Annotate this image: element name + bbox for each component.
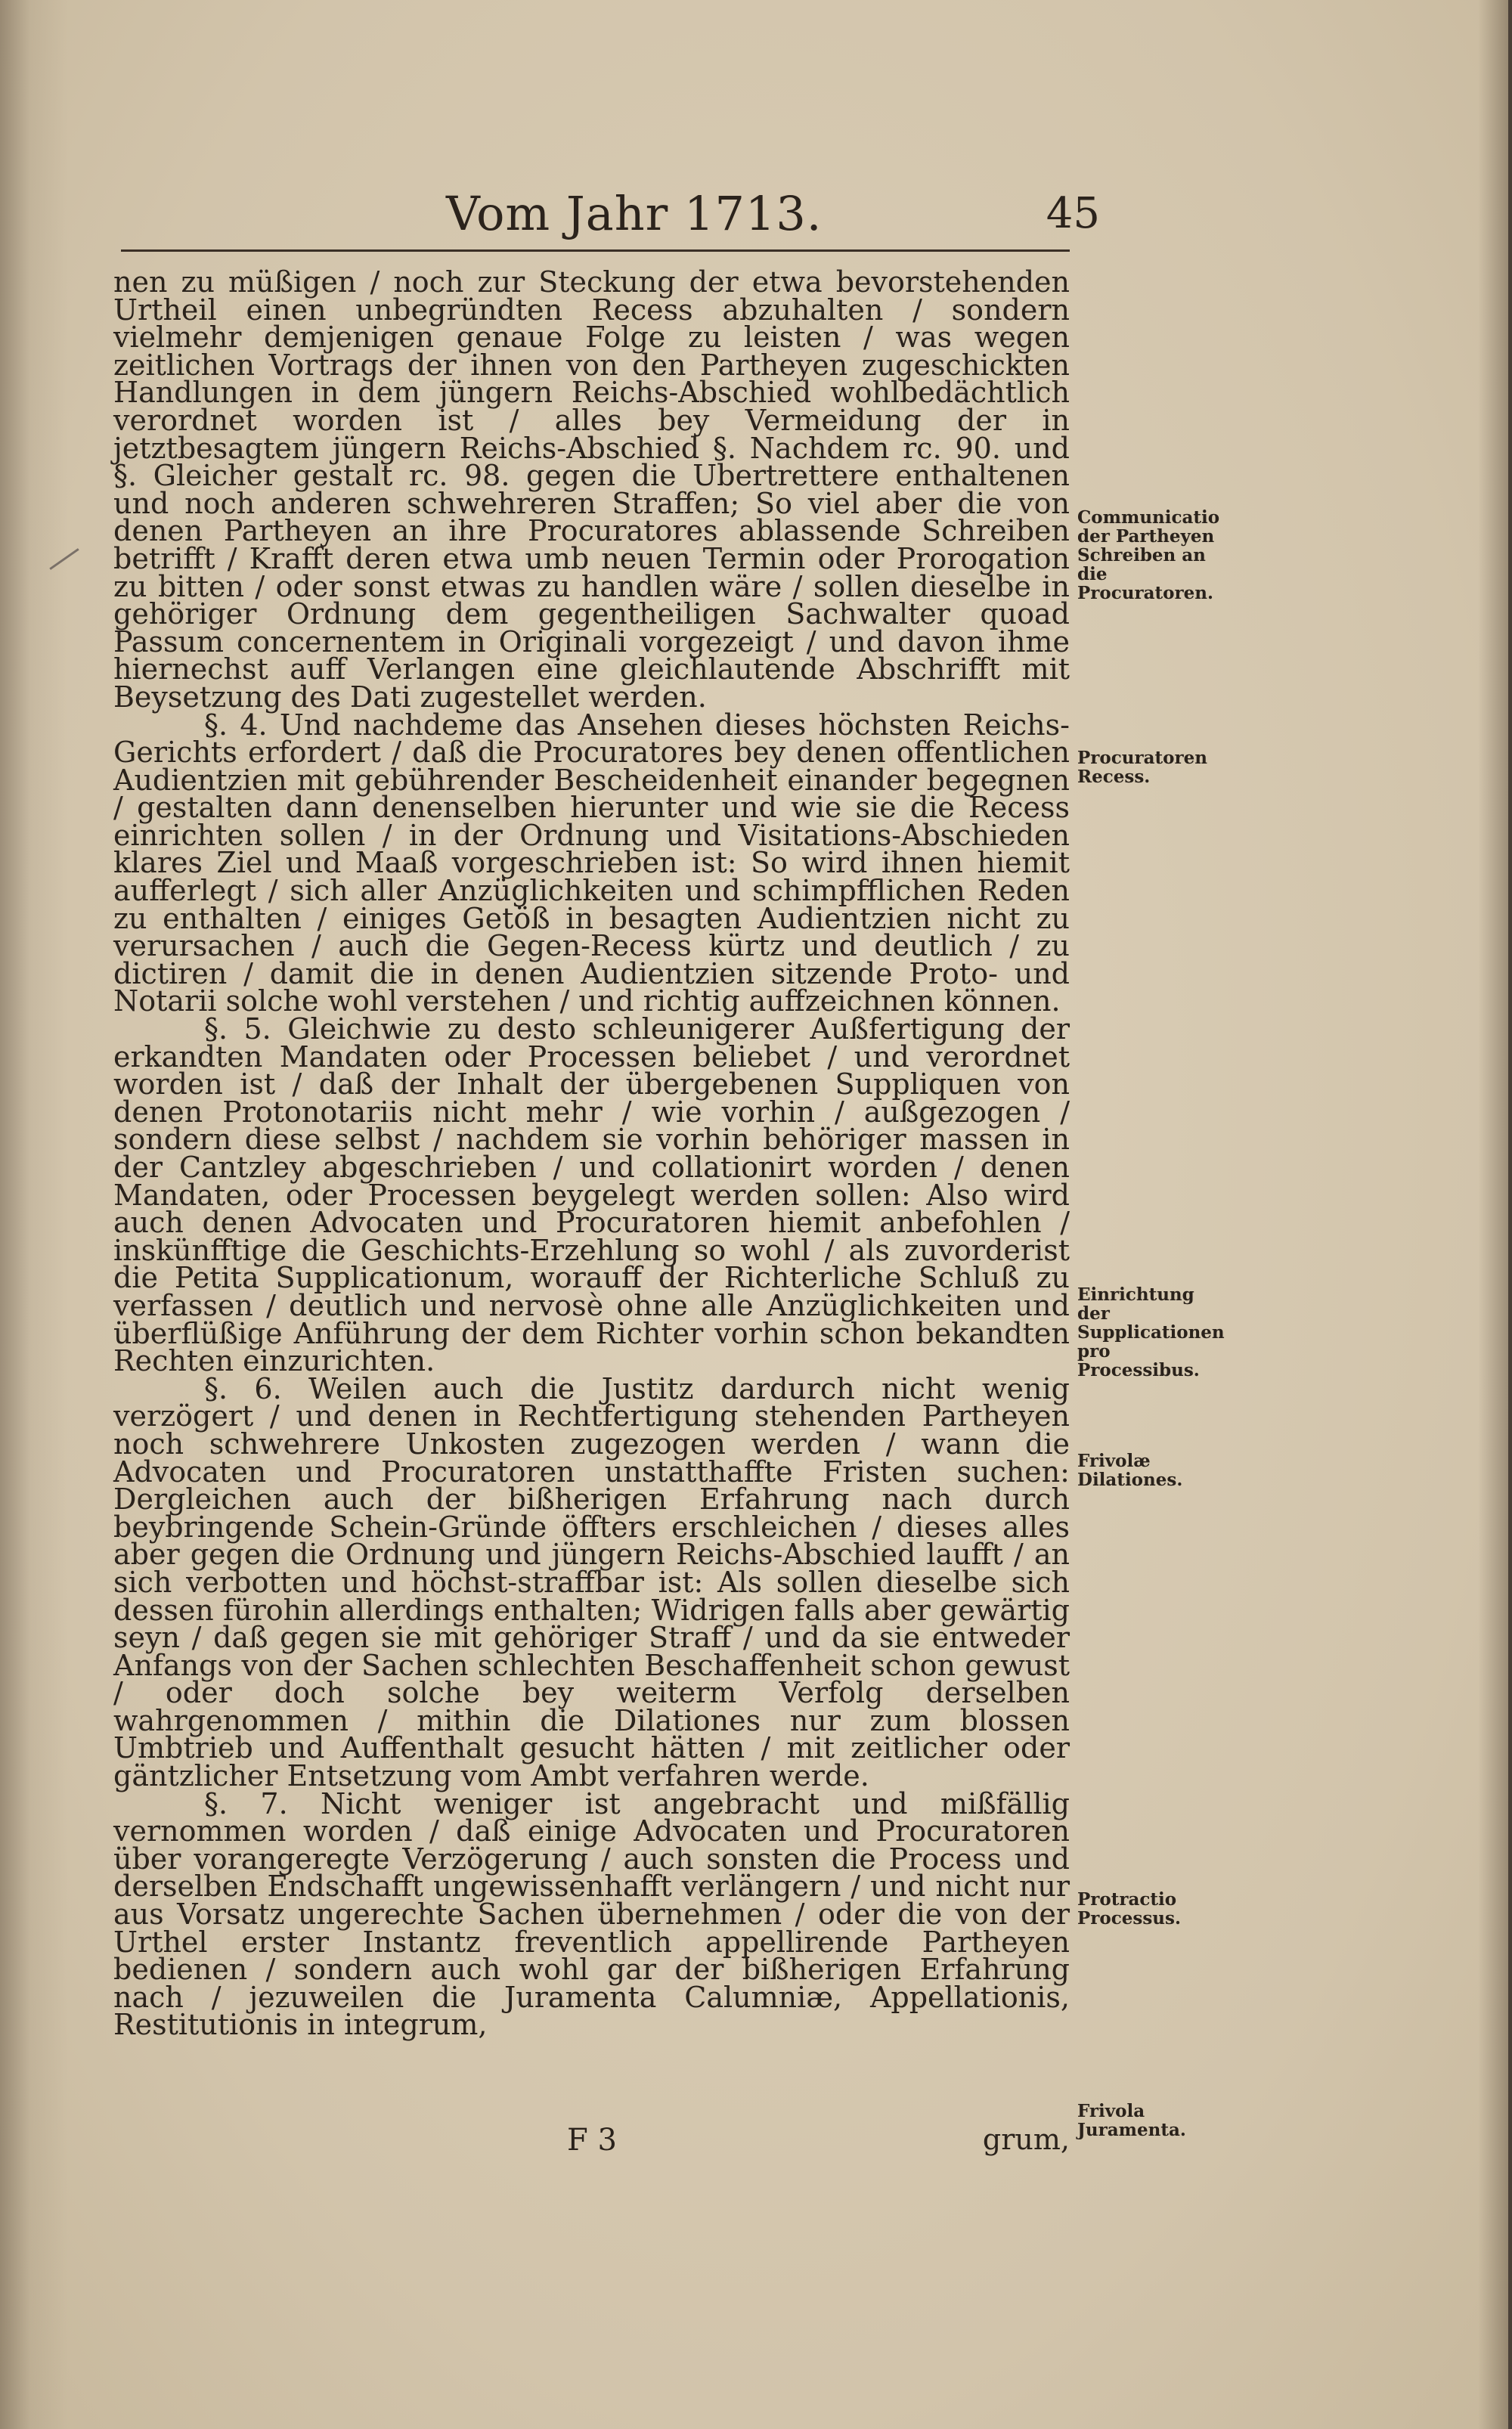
pencil-mark xyxy=(49,548,79,570)
paragraph-section-4 xyxy=(113,708,1070,1018)
paragraph-section-6 xyxy=(113,1371,1070,1793)
header-rule xyxy=(121,249,1070,252)
margin-note: Einrichtung der Supplicationen pro Processibus. xyxy=(1077,1284,1225,1380)
section-number: §. 4. xyxy=(204,708,268,742)
paragraph-section-5 xyxy=(113,1012,1070,1378)
paragraph-text: Weilen auch die Justitz dardurch nicht wenig verzögert / und denen in Rechtfertigung stehenden Partheyen noch schwehrere Unkosten zugezogen werden / wann die Advocaten und Procuratoren unstatthaffte Fristen suchen: Dergleichen auch der bißherigen Erfahrung nach durch beybringende Schein-Gründe öffters erschleichen / dieses alles aber gegen die Ordnung und jüngern Reichs-Abschied laufft / an sich verbotten und höchst-straffbar ist: Als sollen dieselbe sich dessen fürohin allerdings enthalten; Widrigen falls aber gewärtig seyn / daß gegen sie mit gehöriger Straff / und da sie entweder Anfangs von der Sachen schlechten Beschaffenheit schon gewust / oder doch solche bey weiterm Verfolg derselben wahrgenommen / mithin die Dilationes nur zum blossen Umbtrieb und Auffenthalt gesucht hätten / mit zeitlicher oder gäntzlicher Entsetzung vom Ambt verfahren werde. xyxy=(113,1371,1070,1793)
paragraph-section-7 xyxy=(113,1786,1070,2042)
page-header xyxy=(113,186,1100,254)
running-title: Vom Jahr 1713. xyxy=(446,186,823,241)
section-number: §. 5. xyxy=(204,1012,271,1046)
paragraph-text: Nicht weniger ist angebracht und mißfällig vernommen worden / daß einige Advocaten und Procuratoren über vorangeregte Verzögerung / auch sonsten die Process und derselben Endschafft ungewissenhafft verlängern / und nicht nur aus Vorsatz ungerechte Sachen übernehmen / oder die von der Urthel erster Instantz freventlich appellirende Partheyen bedienen / sondern auch wohl gar der bißherigen Erfahrung nach / jezuweilen die Juramenta Calumniæ, Appellationis, Restitutionis in integrum, xyxy=(113,1786,1070,2042)
margin-note: Frivolæ Dilationes. xyxy=(1077,1451,1183,1490)
paragraph-continuation xyxy=(113,265,1070,714)
margin-note: Frivola Juramenta. xyxy=(1077,2101,1186,2140)
paragraph-text: Gleichwie zu desto schleunigerer Außfertigung der erkandten Mandaten oder Processen beliebet / und verordnet worden ist / daß der Inhalt der übergebenen Suppliquen von denen Protonotariis nicht mehr / wie vorhin / außgezogen / sondern diese selbst / nachdem sie vorhin behöriger massen in der Cantzley abgeschrieben / und collationirt worden / denen Mandaten, oder Processen beygelegt werden sollen: Also wird auch denen Advocaten und Procuratoren hiemit anbefohlen / inskünfftige die Geschichts-Erzehlung so wohl / als zuvorderist die Petita Supplicationum, worauff der Richterliche Schluß zu verfassen / deutlich und nervosè ohne alle Anzüglichkeiten und überflüßige Anführung der dem Richter vorhin schon bekandten Rechten einzurichten. xyxy=(113,1012,1070,1378)
margin-note: Communicatio der Partheyen Schreiben an die Procuratoren. xyxy=(1077,507,1220,603)
paragraph-text: Und nachdeme das Ansehen dieses höchsten Reichs-Gerichts erfordert / daß die Procuratores bey denen offentlichen Audientzien mit gebührender Bescheidenheit einander begegnen / gestalten dann denenselben hierunter und wie sie die Recess einrichten sollen / in der Ordnung und Visitations-Abschieden klares Ziel und Maaß vorgeschrieben ist: So wird ihnen hiemit aufferlegt / sich aller Anzüglichkeiten und schimpfflichen Reden zu enthalten / einiges Getöß in besagten Audientzien nicht zu verursachen / auch die Gegen-Recess kürtz und deutlich / zu dictiren / damit die in denen Audientzien sitzende Proto- und Notarii solche wohl verstehen / und richtig auffzeichnen können. xyxy=(113,708,1070,1018)
section-number: §. 6. xyxy=(204,1371,282,1405)
catchword: grum, xyxy=(982,2123,1070,2156)
main-text xyxy=(113,265,1070,2042)
page-number: 45 xyxy=(1046,189,1100,238)
signature-mark: F 3 xyxy=(567,2123,617,2158)
page-footer xyxy=(113,2123,1070,2161)
paragraph-text: nen zu müßigen / noch zur Steckung der etwa bevorstehenden Urtheil einen unbegründten Recess abzuhalten / sondern vielmehr demjenigen genaue Folge zu leisten / was wegen zeitlichen Vortrags der ihnen von den Partheyen zugeschickten Handlungen in dem jüngern Reichs-Abschied wohlbedächtlich verordnet worden ist / alles bey Vermeidung der in jetztbesagtem jüngern Reichs-Abschied §. Nachdem rc. 90. und §. Gleicher gestalt rc. 98. gegen die Ubertrettere enthaltenen und noch anderen schwehreren Straffen; So viel aber die von denen Partheyen an ihre Procuratores ablassende Schreiben betrifft / Krafft deren etwa umb neuen Termin oder Prorogation zu bitten / oder sonst etwas zu handlen wäre / sollen dieselbe in gehöriger Ordnung dem gegentheiligen Sachwalter quoad Passum concernentem in Originali vorgezeigt / und davon ihme hiernechst auff Verlangen eine gleichlautende Abschrifft mit Beysetzung des Dati zugestellet werden. xyxy=(113,265,1070,714)
margin-note: Protractio Processus. xyxy=(1077,1889,1181,1929)
margin-note: Procuratoren Recess. xyxy=(1077,748,1207,787)
section-number: §. 7. xyxy=(204,1786,288,1820)
